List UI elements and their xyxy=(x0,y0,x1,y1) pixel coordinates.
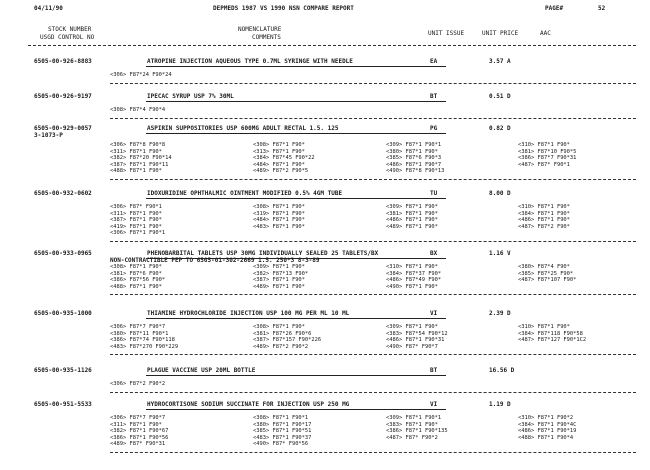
fy-quantity: <309> F87*1 F90* xyxy=(386,204,438,210)
fy-quantity: <387> F87*1 F90* xyxy=(110,217,162,223)
unit-price: 2.39 D xyxy=(489,310,511,317)
item-divider xyxy=(110,354,636,355)
fy-quantity: <381> F87*6 F90* xyxy=(110,270,162,277)
item-divider xyxy=(110,118,636,119)
fy-quantity: <489> F87*2 F90*5 xyxy=(253,168,309,174)
fy-quantity: <490> F87* F90*56 xyxy=(253,441,309,447)
report-date: 04/11/90 xyxy=(34,5,63,12)
fy-quantity: <380> F87*1 F90* xyxy=(386,148,438,155)
item-underline xyxy=(146,409,446,410)
page-number: 52 xyxy=(598,5,606,12)
fy-quantity: <384> F87*1 F90* xyxy=(518,210,570,217)
fy-quantity: <306> F87*2 F90*2 xyxy=(110,381,166,387)
unit-price: 3.57 A xyxy=(489,58,511,65)
fy-quantity: <386> F87*74 F90*118 xyxy=(110,337,175,343)
item-divider xyxy=(110,294,636,295)
fy-quantity: <489> F87*1 F90* xyxy=(253,283,305,290)
unit-issue: PG xyxy=(430,125,438,132)
fy-quantity: <483> F87*1 F90*37 xyxy=(253,434,312,441)
fy-quantity: <310> F87*1 F90* xyxy=(386,264,438,270)
fy-quantity: <386> F87*1 F90*56 xyxy=(110,434,169,441)
stock-number: 6505-00-926-8883 xyxy=(34,58,92,65)
unit-price: 0.51 D xyxy=(489,93,511,100)
fy-quantity: <380> F87*4 F90* xyxy=(518,264,570,270)
fy-quantity: <310> F87*1 F90*2 xyxy=(518,415,574,421)
fy-quantity: <381> F87*10 F90*5 xyxy=(518,148,577,155)
fy-quantity: <486> F87*1 F90* xyxy=(386,217,438,223)
unit-issue: VI xyxy=(430,401,438,408)
fy-quantity: <384> F87*37 F90* xyxy=(386,270,442,277)
fy-quantity: <487> F87*2 F90* xyxy=(518,223,570,230)
nomenclature: HYDROCORTISONE SODIUM SUCCINATE FOR INJECTION USP 250 MG xyxy=(147,401,350,408)
unit-issue: TU xyxy=(430,190,438,197)
fy-quantity: <309> F87*1 F90* xyxy=(253,264,305,270)
fy-quantity: <489> F87* F90*31 xyxy=(110,441,166,447)
fy-quantity: <311> F87*1 F90* xyxy=(110,210,162,217)
item-underline xyxy=(146,101,446,102)
fy-quantity: <386> F87*1 F90*135 xyxy=(386,428,448,434)
fy-quantity: <309> F87*1 F90* xyxy=(386,324,438,330)
fy-quantity: <313> F87*1 F90* xyxy=(253,148,305,155)
stock-number: 6505-00-951-5533 xyxy=(34,401,92,408)
fy-quantity: <487> F87*107 F90* xyxy=(518,277,577,283)
fy-quantity: <484> F87*1 F90* xyxy=(253,217,305,223)
fy-quantity: <383> F87*54 F90*12 xyxy=(386,330,448,337)
fy-quantity: <310> F87*1 F90* xyxy=(518,204,570,210)
col-unit-price: UNIT PRICE xyxy=(482,30,519,37)
fy-quantity: <419> F87*1 F90* xyxy=(110,223,162,230)
fy-quantity: <385> F87*25 F90* xyxy=(518,270,574,277)
unit-issue: VI xyxy=(430,310,438,317)
fy-quantity: <490> F87*1 F90* xyxy=(386,283,438,290)
fy-quantity: <382> F87*20 F90*14 xyxy=(110,155,172,161)
item-underline xyxy=(146,198,446,199)
fy-quantity: <319> F87*1 F90* xyxy=(253,210,305,217)
unit-issue: EA xyxy=(430,58,438,65)
unit-issue: BT xyxy=(430,367,438,374)
stock-number: 6505-00-935-1126 xyxy=(34,367,92,374)
item-divider xyxy=(110,179,636,180)
col-usgd-control: USGD CONTROL NO xyxy=(40,34,95,41)
unit-price: 16.56 D xyxy=(489,367,515,374)
fy-quantity: <306> F87* F90*1 xyxy=(110,204,162,210)
stock-number: 6505-00-926-9197 xyxy=(34,93,92,100)
fy-quantity: <387> F87*1 F90*11 xyxy=(110,161,169,168)
nomenclature: IDOXURIDINE OPHTHALMIC OINTMENT MODIFIED 0.5% 4GM TUBE xyxy=(147,190,343,197)
fy-quantity: <483> F87*270 F90*229 xyxy=(110,343,179,350)
col-aac: AAC xyxy=(540,30,551,37)
item-divider xyxy=(110,83,636,84)
fy-quantity: <306> F87*8 F90*8 xyxy=(110,142,166,148)
fy-quantity: <385> F87*1 F90*51 xyxy=(253,428,312,434)
fy-quantity: <489> F87*2 F90*2 xyxy=(253,343,309,350)
unit-price: 1.16 V xyxy=(489,250,511,257)
fy-quantity: <490> F87*8 F90*13 xyxy=(386,168,445,174)
unit-issue: BT xyxy=(430,93,438,100)
comments: NON-CONTRACTIBLE PEP TO 6505-01-302-2669 1.5. 250*3 8-3-89 xyxy=(110,257,320,264)
fy-quantity: <306> F87*24 F90*24 xyxy=(110,72,172,78)
fy-quantity: <311> F87*1 F90* xyxy=(110,421,162,428)
stock-number: 6505-00-933-0965 xyxy=(34,250,92,257)
item-underline xyxy=(146,375,446,376)
fy-quantity: <487> F87* F90*2 xyxy=(386,434,438,441)
fy-quantity: <306> F87*1 F90*1 xyxy=(110,230,166,236)
unit-price: 8.00 D xyxy=(489,190,511,197)
header-rule xyxy=(28,45,636,46)
page-label: PAGE# xyxy=(545,5,564,12)
col-unit-issue: UNIT ISSUE xyxy=(428,30,465,37)
unit-price: 0.82 D xyxy=(489,125,511,132)
fy-quantity: <387> F87*157 F90*226 xyxy=(253,337,322,343)
item-divider xyxy=(110,241,636,242)
fy-quantity: <489> F87*1 F90* xyxy=(386,223,438,230)
nomenclature: ATROPINE INJECTION AQUEOUS TYPE 0.7ML SYRINGE WITH NEEDLE xyxy=(147,58,353,65)
fy-quantity: <486> F87*1 F90*31 xyxy=(386,337,445,343)
fy-quantity: <488> F87*1 F90*4 xyxy=(518,434,574,441)
fy-quantity: <387> F87*1 F90* xyxy=(253,277,305,283)
fy-quantity: <384> F87*45 F90*22 xyxy=(253,155,315,161)
fy-quantity: <486> F87*1 F90*7 xyxy=(386,161,442,168)
fy-quantity: <310> F87*1 F90* xyxy=(518,324,570,330)
unit-issue: BX xyxy=(430,250,438,257)
fy-quantity: <308> F87*1 F90* xyxy=(253,204,305,210)
nomenclature: PLAGUE VACCINE USP 20ML BOTTLE xyxy=(147,367,256,374)
fy-quantity: <384> F87*1 F90*4C xyxy=(518,421,577,428)
fy-quantity: <487> F87* F90*1 xyxy=(518,161,570,168)
col-comments: COMMENTS xyxy=(252,34,281,41)
fy-quantity: <486> F87*49 F90* xyxy=(386,277,442,283)
fy-quantity: <308> F87*1 F90* xyxy=(253,324,305,330)
col-stock-number: STOCK NUMBER xyxy=(48,26,92,33)
item-underline xyxy=(146,258,446,259)
nomenclature: THIAMINE HYDROCHLORIDE INJECTION USP 100 MG PER ML 10 ML xyxy=(147,310,350,317)
fy-quantity: <380> F87*11 F90*1 xyxy=(110,330,169,337)
fy-quantity: <484> F87*1 F90* xyxy=(253,161,305,168)
item-underline xyxy=(146,318,446,319)
nomenclature: IPECAC SYRUP USP 7% 30ML xyxy=(147,93,234,100)
control-number: 3-1073-P xyxy=(34,132,63,139)
stock-number: 6505-00-929-0057 xyxy=(34,125,92,132)
fy-quantity: <381> F87*26 F90*6 xyxy=(253,330,312,337)
fy-quantity: <382> F87*1 F90*67 xyxy=(110,428,169,434)
fy-quantity: <488> F87*1 F90* xyxy=(110,168,162,174)
fy-quantity: <384> F87*118 F90*58 xyxy=(518,330,583,337)
fy-quantity: <487> F87*127 F90*1C2 xyxy=(518,337,587,343)
fy-quantity: <311> F87*1 F90* xyxy=(110,148,162,155)
fy-quantity: <310> F87*1 F90* xyxy=(518,142,570,148)
fy-quantity: <308> F87*4 F90*4 xyxy=(110,107,166,113)
fy-quantity: <383> F87*1 F90* xyxy=(386,421,438,428)
col-nomenclature: NOMENCLATURE xyxy=(238,26,282,33)
nomenclature: PHENOBARBITAL TABLETS USP 30MG INDIVIDUALLY SEALED 25 TABLETS/BX xyxy=(147,250,379,257)
fy-quantity: <381> F87*1 F90* xyxy=(386,210,438,217)
fy-quantity: <306> F87*7 F90*7 xyxy=(110,415,166,421)
item-divider xyxy=(110,392,636,393)
fy-quantity: <309> F87*1 F90*1 xyxy=(386,142,442,148)
fy-quantity: <386> F87*7 F90*31 xyxy=(518,155,577,161)
report-title: DEPMEDS 1987 VS 1990 NSN COMPARE REPORT xyxy=(213,5,354,12)
item-underline xyxy=(146,133,446,134)
item-underline xyxy=(146,66,446,67)
fy-quantity: <385> F87*6 F90*3 xyxy=(386,155,442,161)
item-divider xyxy=(110,452,636,453)
nomenclature: ASPIRIN SUPPOSITORIES USP 600MG ADULT RECTAL 1.5. 125 xyxy=(147,125,339,132)
fy-quantity: <486> F87*1 F90* xyxy=(518,217,570,223)
fy-quantity: <486> F87*1 F90*19 xyxy=(518,428,577,434)
fy-quantity: <306> F87*7 F90*7 xyxy=(110,324,166,330)
fy-quantity: <308> F87*1 F90* xyxy=(253,142,305,148)
fy-quantity: <483> F87*1 F90* xyxy=(253,223,305,230)
fy-quantity: <308> F87*1 F90*1 xyxy=(253,415,309,421)
fy-quantity: <382> F87*13 F90* xyxy=(253,270,309,277)
fy-quantity: <380> F87*1 F90*17 xyxy=(253,421,312,428)
fy-quantity: <490> F87* F90*7 xyxy=(386,343,438,350)
fy-quantity: <308> F87*1 F90* xyxy=(110,264,162,270)
fy-quantity: <386> F87*56 F90* xyxy=(110,277,166,283)
fy-quantity: <488> F87*1 F90* xyxy=(110,283,162,290)
stock-number: 6505-00-935-1000 xyxy=(34,310,92,317)
unit-price: 1.19 D xyxy=(489,401,511,408)
stock-number: 6505-00-932-0602 xyxy=(34,190,92,197)
fy-quantity: <309> F87*1 F90*1 xyxy=(386,415,442,421)
